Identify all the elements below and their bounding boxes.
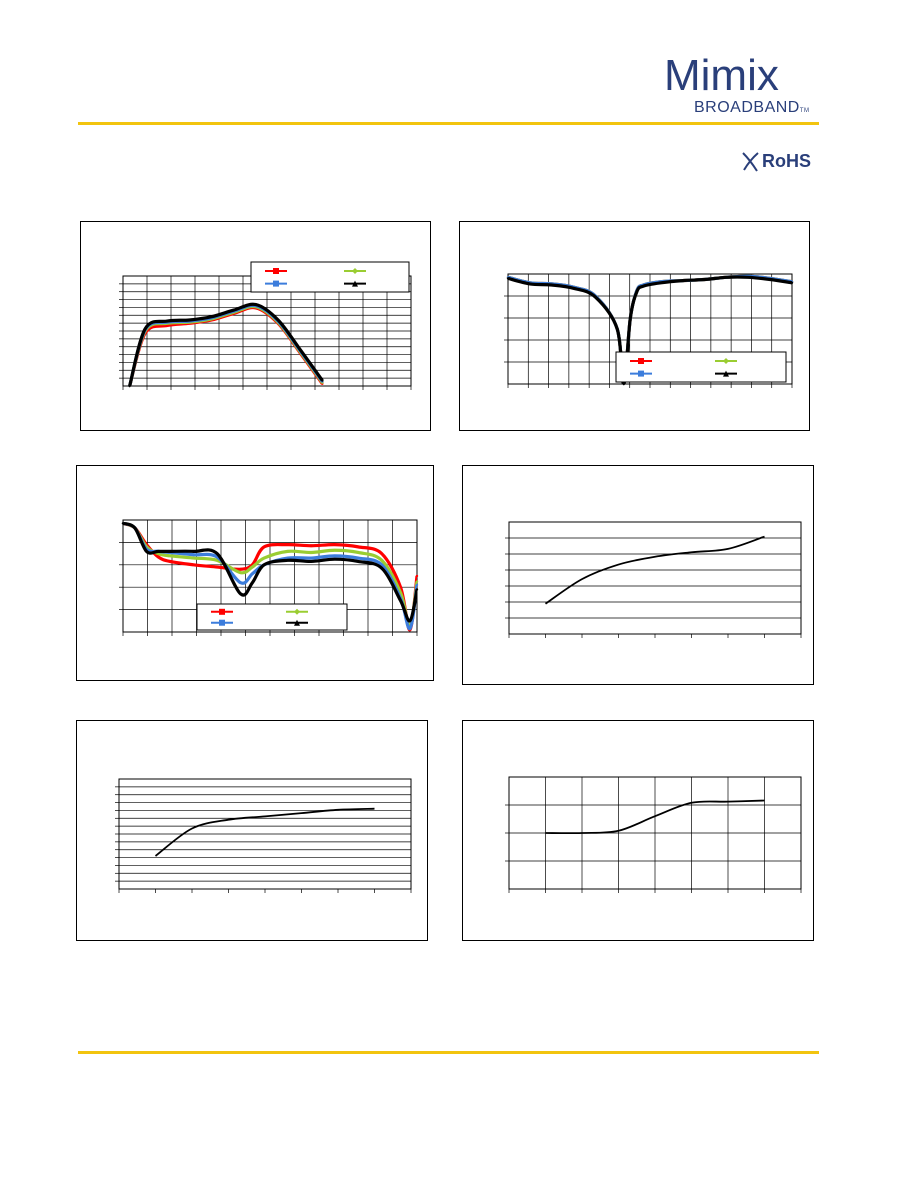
legend-marker [273, 281, 279, 287]
data-point [642, 285, 644, 287]
data-point [286, 559, 288, 561]
data-point [357, 551, 359, 553]
data-point [310, 545, 312, 547]
data-point [251, 582, 253, 584]
chart-middle-right [462, 465, 814, 685]
data-point [333, 558, 335, 560]
data-point [725, 276, 727, 278]
data-point [747, 276, 749, 278]
data-point [192, 550, 194, 552]
logo-subtitle-text: BROADBAND [694, 99, 800, 116]
data-point [192, 557, 194, 559]
data-point [286, 550, 288, 552]
data-point [381, 567, 383, 569]
data-point [416, 575, 418, 577]
data-point [399, 599, 401, 601]
chart-middle-left [76, 465, 434, 681]
chart-svg [77, 466, 433, 680]
data-point [623, 383, 625, 385]
data-point [239, 568, 241, 570]
data-point [251, 566, 253, 568]
legend-marker [219, 620, 225, 626]
data-point [703, 278, 705, 280]
data-point [192, 554, 194, 556]
data-point [145, 550, 147, 552]
data-point [660, 282, 662, 284]
data-point [409, 627, 411, 629]
data-point [169, 550, 171, 552]
data-point [357, 560, 359, 562]
data-point [239, 593, 241, 595]
logo-wordmark: Mimix [664, 51, 779, 100]
data-point [629, 317, 631, 319]
series-line [156, 809, 375, 856]
data-point [507, 277, 509, 279]
data-point [310, 551, 312, 553]
legend-box [251, 262, 409, 292]
rohs-badge [740, 150, 820, 174]
chart-top-left [80, 221, 431, 431]
data-point [251, 573, 253, 575]
chart-svg [463, 721, 813, 940]
rohs-x-icon [740, 150, 762, 174]
data-point [769, 278, 771, 280]
data-point [216, 566, 218, 568]
data-point [239, 582, 241, 584]
data-point [357, 546, 359, 548]
mimix-logo [664, 51, 824, 120]
data-point [166, 320, 168, 322]
data-point [157, 556, 159, 558]
data-point [128, 385, 130, 387]
data-point [255, 303, 257, 305]
data-point [310, 557, 312, 559]
legend-marker [219, 609, 225, 615]
series-line [130, 306, 323, 386]
data-point [594, 296, 596, 298]
data-point [791, 282, 793, 284]
logo-subtitle [694, 99, 810, 117]
legend-marker [273, 268, 279, 274]
data-point [333, 543, 335, 545]
data-point [299, 349, 301, 351]
legend-marker [638, 371, 644, 377]
legend-box [616, 352, 786, 382]
data-point [188, 319, 190, 321]
data-point [409, 620, 411, 622]
logo-tm: TM [799, 108, 810, 114]
data-point [310, 560, 312, 562]
chart-svg [81, 222, 430, 430]
rohs-label: RoHS [762, 151, 811, 171]
data-point [122, 522, 124, 524]
data-point [286, 543, 288, 545]
data-point [416, 584, 418, 586]
data-point [381, 559, 383, 561]
data-point [157, 550, 159, 552]
data-point [529, 283, 531, 285]
data-point [263, 546, 265, 548]
data-point [333, 555, 335, 557]
data-point [572, 287, 574, 289]
chart-svg [460, 222, 809, 430]
legend-marker [638, 358, 644, 364]
data-point [210, 316, 212, 318]
chart-bottom-right [462, 720, 814, 941]
data-point [263, 557, 265, 559]
data-point [616, 328, 618, 330]
chart-svg [463, 466, 813, 684]
data-point [239, 571, 241, 573]
data-point [333, 549, 335, 551]
data-point [233, 309, 235, 311]
data-point [277, 319, 279, 321]
data-point [263, 564, 265, 566]
data-point [169, 560, 171, 562]
footer-rule [78, 1051, 819, 1054]
chart-bottom-left [76, 720, 428, 941]
chart-svg [77, 721, 427, 940]
data-point [134, 527, 136, 529]
chart-top-right [459, 221, 810, 431]
data-point [169, 555, 171, 557]
data-point [216, 552, 218, 554]
data-point [381, 552, 383, 554]
data-point [636, 290, 638, 292]
legend-box [197, 604, 347, 630]
data-point [550, 284, 552, 286]
data-point [416, 588, 418, 590]
header-rule [78, 122, 819, 125]
data-point [321, 379, 323, 381]
data-point [682, 279, 684, 281]
data-point [357, 557, 359, 559]
data-point [192, 564, 194, 566]
data-point [144, 328, 146, 330]
data-point [416, 580, 418, 582]
